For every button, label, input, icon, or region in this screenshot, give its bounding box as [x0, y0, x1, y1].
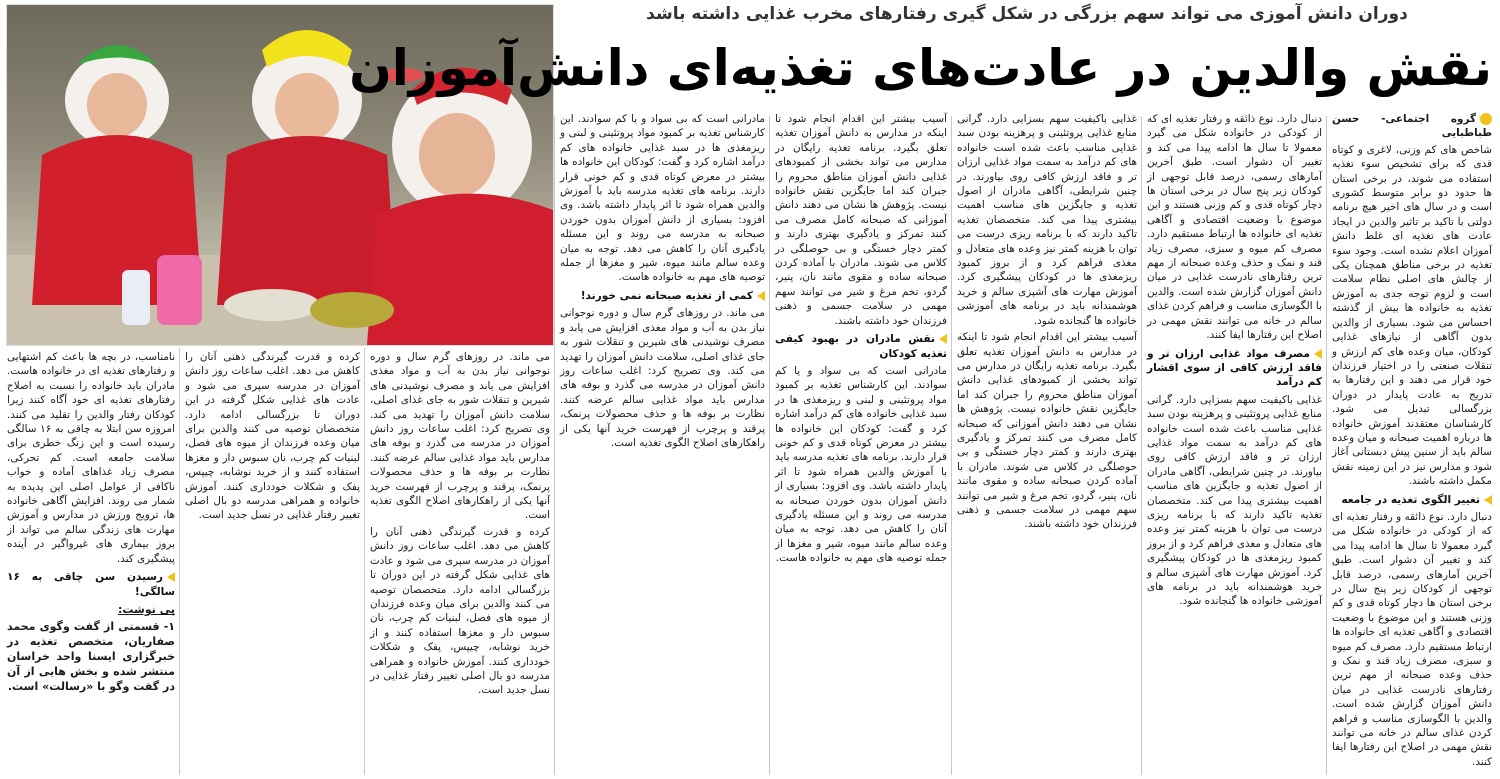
column-text: شاخص های کم وزنی، لاغری و کوتاه قدی که برای تشخیص سوء تغذیه استفاده می شوند، در برخی استان ها حدود دو برابر متوسط کشوری است و در سال های اخیر هیچ برنامه دولتی با تاکید بر تاثیر والدین در ایجاد عادت های تغذیه ای غلط دانش آموزان اعلام نشده است. وجود سوء تغذیه در برخی مناطق همچنان یکی از چالش های اصلی نظام سلامت است و لزوم توجه جدی به آموزش تغذیه به خانواده ها بیش از گذشته احساس می شود. بسیاری از والدین بدون آگاهی از نیازهای غذایی کودکان، میان وعده های کم ارزش و تنقلات صنعتی را در اختیار فرزندان خود قرار می دهند و این رفتارها به تدریج به عادت پایدار در دوران بزرگسالی تبدیل می شود. کارشناسان معتقدند آموزش خانواده ها درباره اهمیت صبحانه و میان وعده سالم باید از سنین پیش دبستانی آغاز شود و مدارس نیز در این زمینه نقش مکمل داشته باشند. [1332, 143, 1492, 488]
subhead-marker-icon [1484, 495, 1492, 505]
column-text: می ماند. در روزهای گرم سال و دوره نوجوانی نیاز بدن به آب و مواد مغذی افزایش می یابد و مصرف نوشیدنی های شیرین و تنقلات شور به جای غذای اصلی، سلامت دانش آموزان را تهدید می کند. وی تصریح کرد: اغلب ساعات روز دانش آموزان در مدرسه می گذرد و بوفه های مدارس باید مواد غذایی سالم عرضه کنند. نظارت بر بوفه ها و حذف محصولات پرنمک، پرقند و پرچرب از فهرست خرید آنها یکی از راهکارهای اصلاح الگوی تغذیه است. [370, 351, 550, 522]
byline [1332, 112, 1492, 141]
column-text: کرده و قدرت گیرندگی ذهنی آنان را کاهش می دهد. اغلب ساعات روز دانش آموزان در مدرسه سپری می شود و عادت های غذایی شکل گرفته در این دوران تا بزرگسالی ادامه دارد. متخصصان توصیه می کنند والدین برای میان وعده فرزندان از میوه های فصل، لبنیات کم چرب، نان سبوس دار و مغزها استفاده کنند و از خرید نوشابه، چیپس، پفک و شکلات خودداری کنند. آموزش خانواده و همراهی مدرسه دو بال اصلی تغییر رفتار غذایی در نسل جدید است. [370, 525, 550, 697]
article-kicker: دوران دانش آموزی می تواند سهم بزرگی در شکل گیری رفتارهای مخرب غذایی داشته باشد [646, 4, 1408, 24]
article-headline: نقش والدین در عادت‌های تغذیه‌ای دانش‌آموزان [349, 39, 1492, 97]
column-text: غذایی باکیفیت سهم بسزایی دارد. گرانی منابع غذایی پروتئینی و پرهزینه بودن سبد غذایی مناسب باعث شده است خانواده های کم درآمد به سمت مواد غذایی ارزان تر و فاقد ارزش کافی روی بیاورند. در چنین شرایطی، آگاهی مادران از اصول تغذیه و جایگزین های مناسب اهمیت بیشتری پیدا می کند. متخصصان تغذیه تاکید دارند که با برنامه ریزی درست می توان با هزینه کمتر نیز وعده های متعادل و مغذی فراهم کرد و از بروز کمبود ریزمغذی ها در کودکان پیشگیری کرد. آموزش مهارت های آشپزی سالم و خرید هوشمندانه باید در برنامه های آموزشی خانواده ها گنجانده شود. [957, 113, 1137, 327]
column-divider [364, 348, 365, 775]
column-text: کرده و قدرت گیرندگی ذهنی آنان را کاهش می دهد. اغلب ساعات روز دانش آموزان در مدرسه سپری می شود و عادت های غذایی شکل گرفته در این دوران تا بزرگسالی ادامه دارد. متخصصان توصیه می کنند والدین برای میان وعده فرزندان از میوه های فصل، لبنیات کم چرب، نان سبوس دار و مغزها استفاده کنند و از خرید نوشابه، چیپس، پفک و شکلات خودداری کنند. آموزش خانواده و همراهی مدرسه دو بال اصلی تغییر رفتار غذایی در نسل جدید است. [185, 351, 360, 522]
footnote-text: ۱- قسمتی از گفت وگوی محمد صفاریان، متخصص تغذیه در خبرگزاری ایسنا واحد خراسان منتشر شده و بخش هایی از آن در گفت وگو با «رسالت» است. [7, 619, 175, 693]
column-text: دنبال دارد. نوع ذائقه و رفتار تغذیه ای که از کودکی در خانواده شکل می گیرد معمولا تا سال ها ادامه پیدا می کند و تغییر آن دشوار است. طبق آخرین آمارهای رسمی، درصد قابل توجهی از کودکان زیر پنج سال در برخی استان ها دچار کوتاه قدی و کم وزنی هستند و این موضوع با وضعیت اقتصادی و آگاهی تغذیه ای خانواده ها ارتباط مستقیم دارد. مصرف کم میوه و سبزی، مصرف زیاد قند و نمک و حذف وعده صبحانه از مهم ترین رفتارهای نادرست غذایی در میان دانش آموزان گزارش شده است. والدین با الگوسازی مناسب و فراهم کردن غذای سالم در خانه می توانند نقش مهمی در اصلاح این رفتارها ایفا کنند. [1332, 510, 1492, 768]
column-divider [769, 116, 770, 775]
column-divider [554, 116, 555, 775]
column-text: مادرانی است که بی سواد و یا کم سوادند. این کارشناس تغذیه بر کمبود مواد پروتئینی و لبنی و ریزمغذی ها در سبد غذایی خانواده های کم درآمد اشاره کرد و گفت: کودکان این خانواده ها بیشتر در معرض کوتاه قدی و کم خونی قرار دارند. برنامه های تغذیه مدرسه باید با آموزش والدین همراه شود تا اثر پایدار داشته باشد. وی افزود: بسیاری از دانش آموزان بدون خوردن صبحانه به مدرسه می روند و این مسئله یادگیری آنان را کاهش می دهد. توجه به میان وعده سالم مانند میوه، شیر و مغزها از جمله توصیه های مهم به خانواده هاست. [560, 113, 765, 284]
column-divider [1141, 116, 1142, 775]
column-1 [1332, 112, 1492, 774]
subhead [775, 332, 947, 361]
subhead-text: رسیدن سن چاقی به ۱۶ سالگی! [7, 571, 175, 598]
subhead-marker-icon [167, 572, 175, 582]
column-text: آسیب بیشتر این اقدام انجام شود تا اینکه در مدارس به دانش آموزان تغذیه تعلق بگیرد. برنامه تغذیه رایگان در مدارس می تواند بخشی از کمبودهای غذایی دانش آموزان مناطق محروم را جبران کند اما جایگزین نقش خانواده نیست. پژوهش ها نشان می دهند دانش آموزانی که صبحانه کامل مصرف می کنند تمرکز و یادگیری بهتری دارند و کمتر دچار خستگی و بی حوصلگی در کلاس می شوند. مادران با آماده کردن صبحانه ساده و مقوی مانند نان، پنیر، گردو، تخم مرغ و شیر می توانند سهم مهمی در سلامت جسمی و ذهنی فرزندان خود داشته باشند. [775, 113, 947, 327]
footnote [7, 602, 175, 694]
subhead-marker-icon [939, 334, 947, 344]
section-dot-icon [1480, 113, 1492, 125]
column-text: نامناسب، در بچه ها باعث کم اشتهایی و رفتارهای تغذیه ای در خانواده هاست. مادران باید خانواده را نسبت به اصلاح رفتارهای تغذیه ای خود آگاه کنند زیرا کودکان رفتار والدین را تقلید می کنند. امروزه سن ابتلا به چاقی به ۱۶ سالگی رسیده است و این زنگ خطری برای سلامت جامعه است. کم تحرکی، مصرف زیاد غذاهای آماده و خواب ناکافی از عوامل اصلی این پدیده به شمار می روند. افزایش آگاهی خانواده ها، ترویج ورزش در مدارس و آموزش مهارت های زندگی سالم می تواند از بروز بیماری های غیرواگیر در آینده پیشگیری کند. [7, 351, 175, 565]
subhead-marker-icon [757, 291, 765, 301]
column-text: غذایی باکیفیت سهم بسزایی دارد. گرانی منابع غذایی پروتئینی و پرهزینه بودن سبد غذایی مناسب باعث شده است خانواده های کم درآمد به سمت مواد غذایی ارزان تر و فاقد ارزش کافی روی بیاورند. در چنین شرایطی، آگاهی مادران از اصول تغذیه و جایگزین های مناسب اهمیت بیشتری پیدا می کند. متخصصان تغذیه تاکید دارند که با برنامه ریزی درست می توان با هزینه کمتر نیز وعده های متعادل و مغذی فراهم کرد و از بروز کمبود ریزمغذی ها در کودکان پیشگیری کرد. آموزش مهارت های آشپزی سالم و خرید هوشمندانه باید در برنامه های آموزشی خانواده ها گنجانده شود. [1147, 393, 1322, 608]
column-2 [1147, 112, 1322, 774]
subhead-text: مصرف مواد غذایی ارزان تر و فاقد ارزش کافی از سوی اقشار کم درآمد [1147, 347, 1322, 389]
byline-text: گروه اجتماعی- حسن طباطبایی [1332, 113, 1492, 140]
column-text: مادرانی است که بی سواد و یا کم سوادند. این کارشناس تغذیه بر کمبود مواد پروتئینی و لبنی و ریزمغذی ها در سبد غذایی خانواده های کم درآمد اشاره کرد و گفت: کودکان این خانواده ها بیشتر در معرض کوتاه قدی و کم خونی قرار دارند. برنامه های تغذیه مدرسه باید با آموزش والدین همراه شود تا اثر پایدار داشته باشد. وی افزود: بسیاری از دانش آموزان بدون خوردن صبحانه به مدرسه می روند و این مسئله یادگیری آنان را کاهش می دهد. توجه به میان وعده سالم مانند میوه، شیر و مغزها از جمله توصیه های مهم به خانواده هاست. [775, 364, 947, 565]
column-divider [951, 116, 952, 775]
column-3 [957, 112, 1137, 774]
footnote-lead: پی نوشت: [118, 602, 175, 616]
column-7 [185, 350, 360, 774]
column-divider [179, 348, 180, 775]
column-text: دنبال دارد. نوع ذائقه و رفتار تغذیه ای که از کودکی در خانواده شکل می گیرد معمولا تا سال ها ادامه پیدا می کند و تغییر آن دشوار است. طبق آخرین آمارهای رسمی، درصد قابل توجهی از کودکان زیر پنج سال در برخی استان ها دچار کوتاه قدی و کم وزنی هستند و این موضوع با وضعیت اقتصادی و آگاهی تغذیه ای خانواده ها ارتباط مستقیم دارد. مصرف کم میوه و سبزی، مصرف زیاد قند و نمک و حذف وعده صبحانه از مهم ترین رفتارهای نادرست غذایی در میان دانش آموزان گزارش شده است. والدین با الگوسازی مناسب و فراهم کردن غذای سالم در خانه می توانند نقش مهمی در اصلاح این رفتارها ایفا کنند. [1147, 113, 1322, 342]
column-text: آسیب بیشتر این اقدام انجام شود تا اینکه در مدارس به دانش آموزان تغذیه تعلق بگیرد. برنامه تغذیه رایگان در مدارس می تواند بخشی از کمبودهای غذایی دانش آموزان مناطق محروم را جبران کند اما جایگزین نقش خانواده نیست. پژوهش ها نشان می دهند دانش آموزانی که صبحانه کامل مصرف می کنند تمرکز و یادگیری بهتری دارند و کمتر دچار خستگی و بی حوصلگی در کلاس می شوند. مادران با آماده کردن صبحانه ساده و مقوی مانند نان، پنیر، گردو، تخم مرغ و شیر می توانند سهم مهمی در سلامت جسمی و ذهنی فرزندان خود داشته باشند. [957, 331, 1137, 531]
column-8 [7, 350, 175, 774]
subhead [1332, 493, 1492, 507]
subhead-text: کمی از تغذیه صبحانه نمی خورند! [580, 289, 753, 302]
subhead-text: تغییر الگوی تغذیه در جامعه [1341, 493, 1480, 506]
subhead [1147, 347, 1322, 390]
subhead-text: نقش مادران در بهبود کیفی تغذیه کودکان [775, 333, 947, 360]
column-5 [560, 112, 765, 774]
column-text: می ماند. در روزهای گرم سال و دوره نوجوانی نیاز بدن به آب و مواد مغذی افزایش می یابد و مصرف نوشیدنی های شیرین و تنقلات شور به جای غذای اصلی، سلامت دانش آموزان را تهدید می کند. وی تصریح کرد: اغلب ساعات روز دانش آموزان در مدرسه می گذرد و بوفه های مدارس باید مواد غذایی سالم عرضه کنند. نظارت بر بوفه ها و حذف محصولات پرنمک، پرقند و پرچرب از فهرست خرید آنها یکی از راهکارهای اصلاح الگوی تغذیه است. [560, 307, 765, 449]
subhead [560, 289, 765, 303]
column-6 [370, 350, 550, 774]
subhead [7, 570, 175, 599]
column-4 [775, 112, 947, 774]
column-divider [1326, 116, 1327, 775]
subhead-marker-icon [1314, 349, 1322, 359]
